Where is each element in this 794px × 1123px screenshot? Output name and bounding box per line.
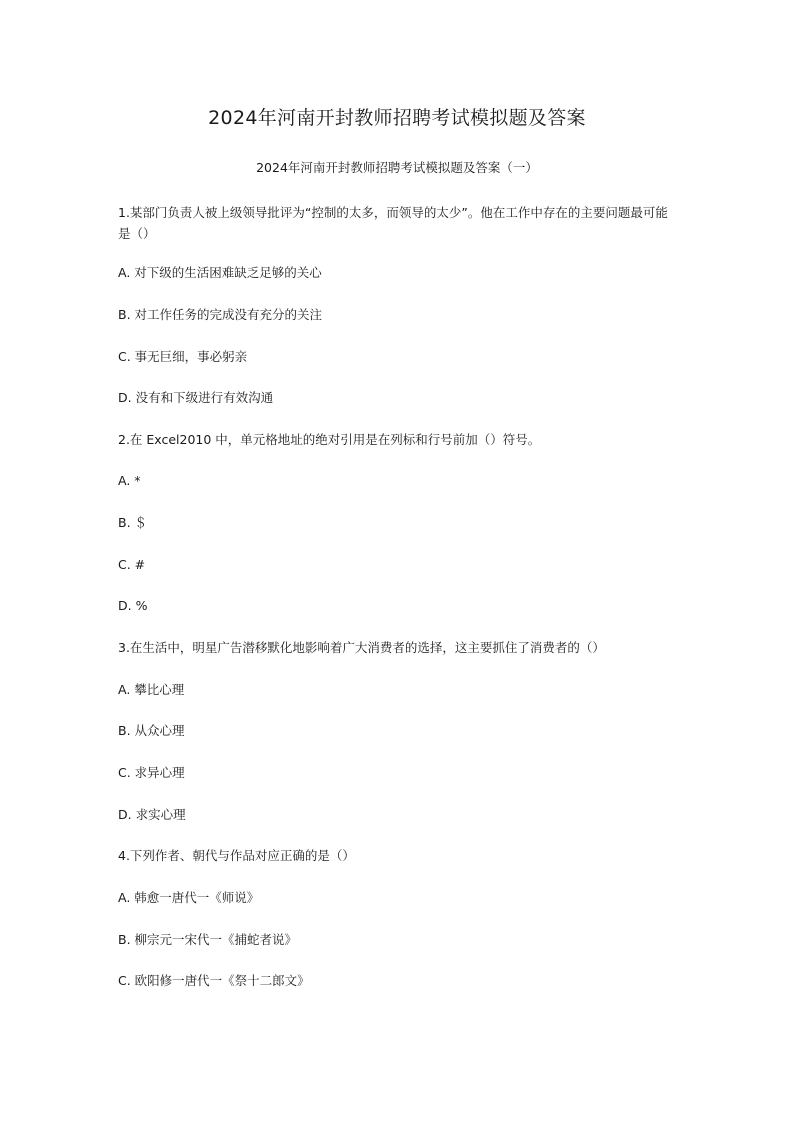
question-2-option-d: D. % [118, 598, 148, 613]
question-2-option-c: C. # [118, 557, 146, 572]
question-3-option-a: A. 攀比心理 [118, 682, 185, 697]
question-2-option-b: B. ＄ [118, 515, 148, 530]
question-3-option-b: B. 从众心理 [118, 723, 185, 738]
question-1-option-a: A. 对下级的生活困难缺乏足够的关心 [118, 265, 322, 280]
document-subtitle: 2024年河南开封教师招聘考试模拟题及答案（一） [256, 160, 538, 175]
question-4-option-b: B. 柳宗元一宋代一《捕蛇者说》 [118, 932, 298, 947]
question-4-option-c: C. 欧阳修一唐代一《祭十二郎文》 [118, 973, 310, 988]
question-2-option-a: A. * [118, 473, 141, 488]
question-1-stem: 1.某部门负责人被上级领导批评为“控制的太多，而领导的太少”。他在工作中存在的主要问题最可能是（） [118, 205, 668, 241]
question-3-option-c: C. 求异心理 [118, 765, 185, 780]
question-3-stem: 3.在生活中，明星广告潜移默化地影响着广大消费者的选择，这主要抓住了消费者的（） [118, 640, 605, 655]
question-4-option-a: A. 韩愈一唐代一《师说》 [118, 890, 260, 905]
question-3-option-d: D. 求实心理 [118, 807, 186, 822]
document-title: 2024年河南开封教师招聘考试模拟题及答案 [208, 107, 586, 129]
question-1-option-d: D. 没有和下级进行有效沟通 [118, 390, 274, 405]
question-2-stem: 2.在 Excel2010 中，单元格地址的绝对引用是在列标和行号前加（）符号。 [118, 432, 541, 447]
question-4-stem: 4.下列作者、朝代与作品对应正确的是（） [118, 848, 355, 863]
question-1-option-c: C. 事无巨细，事必躬亲 [118, 349, 248, 364]
question-1-option-b: B. 对工作任务的完成没有充分的关注 [118, 307, 323, 322]
